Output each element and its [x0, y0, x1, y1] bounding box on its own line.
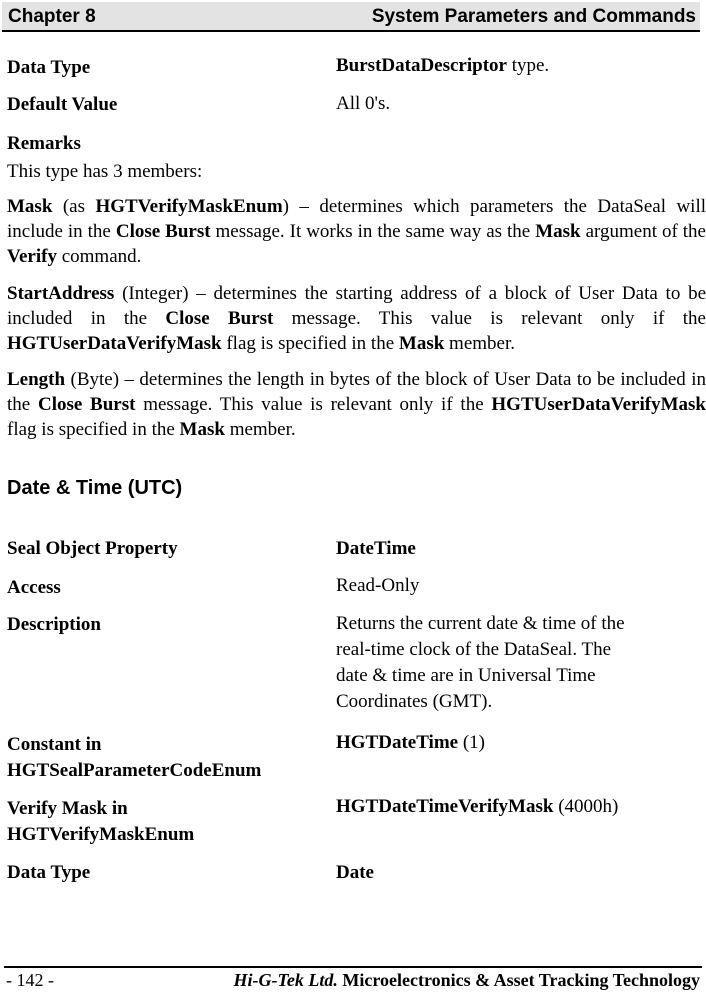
- constant-enum-label: HGTSealParameterCodeEnum: [7, 760, 262, 781]
- data-type-value: [336, 54, 549, 78]
- page-footer: [4, 966, 702, 990]
- constant-name: HGTDateTime: [336, 732, 459, 753]
- description-label: Description: [7, 614, 101, 635]
- seal-property-value: DateTime: [336, 538, 416, 559]
- description-line: Returns the current date & time of the: [336, 613, 625, 634]
- page-header: [2, 2, 700, 32]
- footer-company: [234, 970, 700, 991]
- page-number: - 142 -: [6, 970, 54, 990]
- data-type-name: BurstDataDescriptor: [336, 55, 507, 76]
- default-value: All 0's.: [336, 93, 391, 114]
- verify-mask-value: [336, 795, 618, 819]
- verify-mask-name: HGTDateTimeVerifyMask: [336, 796, 554, 817]
- verify-mask-number: (4000h): [553, 796, 619, 817]
- remarks-intro: This type has 3 members:: [7, 161, 203, 182]
- member-name: Length: [7, 369, 66, 390]
- chapter-label: Chapter 8: [8, 6, 96, 27]
- access-value: Read-Only: [336, 575, 420, 596]
- description-line: Coordinates (GMT).: [336, 691, 493, 712]
- verify-mask-label: Verify Mask in: [7, 798, 128, 819]
- description-line: date & time are in Universal Time: [336, 665, 596, 686]
- company-name: Hi-G-Tek Ltd.: [233, 970, 338, 990]
- member-mask: Mask (as HGTVerifyMaskEnum) – determines which parameters the DataSeal will include in the Close Burst message. It works in the same way as the Mask argument of the Verify command.: [7, 196, 706, 267]
- member-name: StartAddress: [7, 283, 115, 304]
- data-type-label: Data Type: [7, 57, 91, 78]
- verify-mask-enum-label: HGTVerifyMaskEnum: [7, 824, 195, 845]
- member-startaddress: StartAddress (Integer) – determines the starting address of a block of User Data to be included in the Close Burst message. This value is relevant only if the HGTUserDataVerifyMask flag is specified in the Mask member.: [7, 283, 706, 354]
- access-label: Access: [7, 577, 61, 598]
- member-name: Mask: [7, 196, 53, 217]
- constant-label: Constant in: [7, 734, 102, 755]
- description-line: real-time clock of the DataSeal. The: [336, 639, 612, 660]
- data-type-label-2: Data Type: [7, 862, 91, 883]
- data-type-suffix: type.: [506, 55, 550, 76]
- constant-value: [336, 731, 485, 755]
- member-length: Length (Byte) – determines the length in bytes of the block of User Data to be included in the Close Burst message. This value is relevant only if the HGTUserDataVerifyMask flag is specified in the Mask member.: [7, 369, 706, 440]
- data-type-value-2: Date: [336, 862, 374, 883]
- company-tagline: Microelectronics & Asset Tracking Technology: [337, 970, 700, 990]
- section-heading: Date & Time (UTC): [7, 477, 183, 499]
- remarks-heading: Remarks: [7, 133, 81, 154]
- chapter-title: System Parameters and Commands: [371, 6, 696, 27]
- default-value-label: Default Value: [7, 94, 118, 115]
- constant-number: (1): [458, 732, 485, 753]
- seal-property-label: Seal Object Property: [7, 538, 178, 559]
